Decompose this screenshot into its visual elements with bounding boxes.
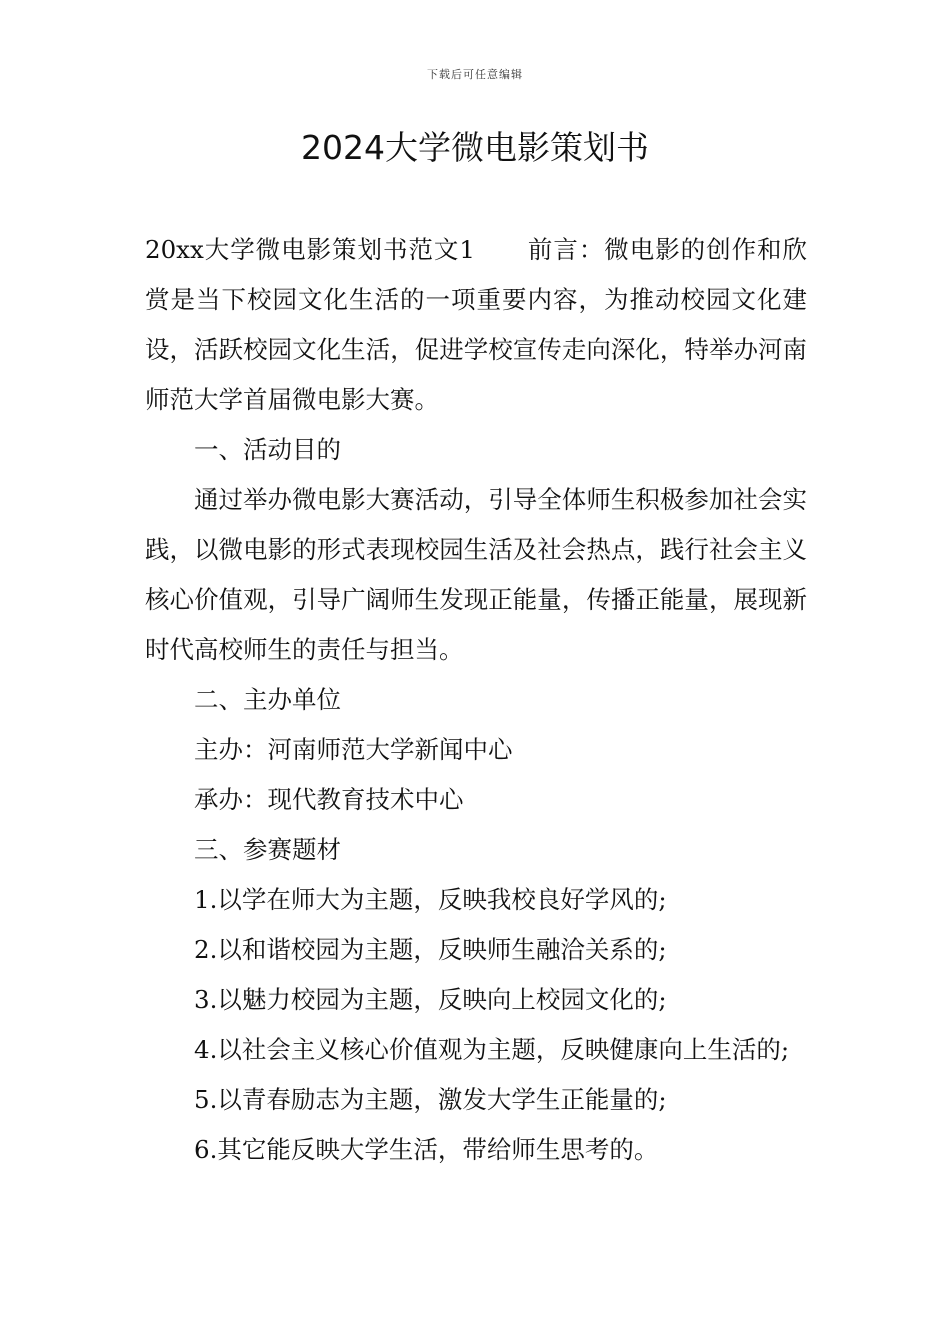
document-body bbox=[145, 225, 807, 1175]
intro-paragraph bbox=[145, 225, 807, 425]
document-title: 2024大学微电影策划书 bbox=[301, 128, 649, 167]
section-heading-purpose: 一、活动目的 bbox=[194, 435, 341, 464]
topic-item-3: 3.以魅力校园为主题，反映向上校园文化的; bbox=[194, 985, 667, 1014]
topic-item-2: 2.以和谐校园为主题，反映师生融洽关系的; bbox=[194, 935, 667, 964]
intro-text: 前言：微电影的创作和欣赏是当下校园文化生活的一项重要内容，为推动校园文化建设，活跃校园文化生活，促进学校宣传走向深化，特举办河南师范大学首届微电影大赛。 bbox=[145, 235, 807, 414]
topic-item-1: 1.以学在师大为主题，反映我校良好学风的; bbox=[194, 885, 667, 914]
topic-item-4: 4.以社会主义核心价值观为主题，反映健康向上生活的; bbox=[194, 1035, 790, 1064]
purpose-paragraph: 通过举办微电影大赛活动，引导全体师生积极参加社会实践，以微电影的形式表现校园生活及社会热点，践行社会主义核心价值观，引导广阔师生发现正能量，传播正能量，展现新时代高校师生的责任与担当。 bbox=[145, 485, 807, 664]
intro-label: 20xx大学微电影策划书范文1 bbox=[145, 235, 475, 264]
organizer-line: 主办：河南师范大学新闻中心 bbox=[194, 735, 513, 764]
header-note: 下载后可任意编辑 bbox=[427, 68, 523, 81]
section-heading-topics: 三、参赛题材 bbox=[194, 835, 341, 864]
section-heading-organizer: 二、主办单位 bbox=[194, 685, 341, 714]
topic-item-5: 5.以青春励志为主题，激发大学生正能量的; bbox=[194, 1085, 667, 1114]
co-organizer-line: 承办：现代教育技术中心 bbox=[194, 785, 464, 814]
topic-item-6: 6.其它能反映大学生活，带给师生思考的。 bbox=[194, 1135, 659, 1164]
